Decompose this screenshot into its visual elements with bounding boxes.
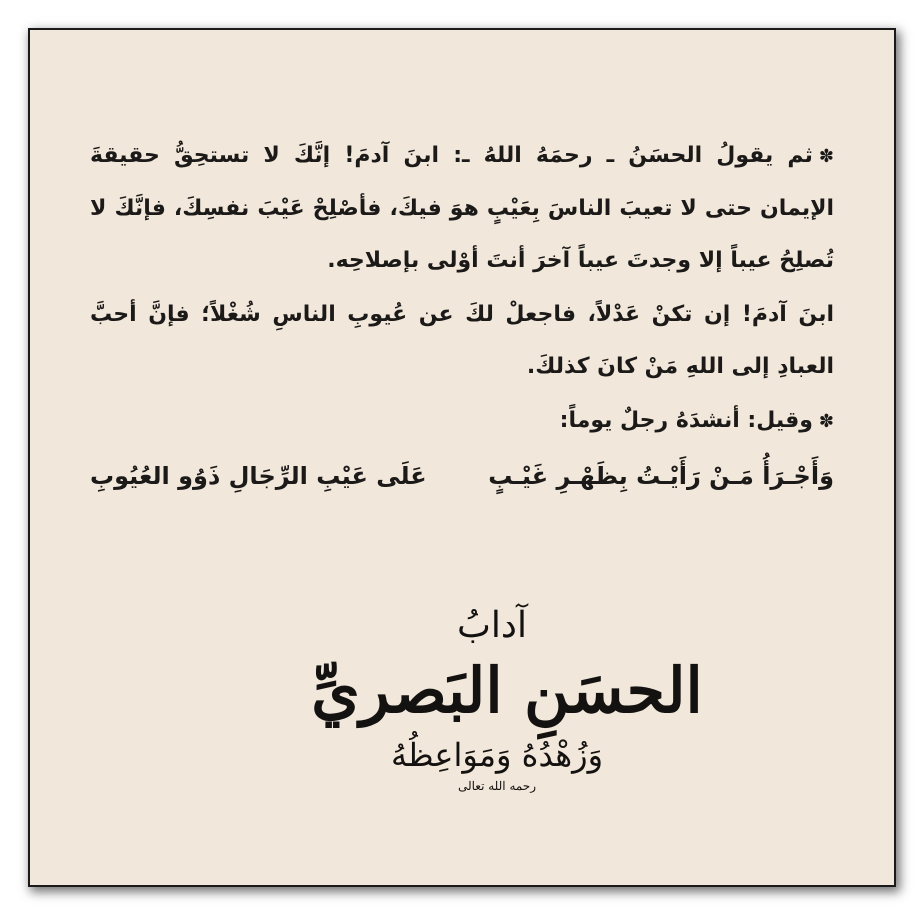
poem-verse xyxy=(90,448,834,504)
verse-intro-text: وقيل: أنشدَهُ رجلٌ يوماً: xyxy=(559,408,813,433)
book-title-logo xyxy=(30,602,894,794)
verse-intro xyxy=(90,395,834,448)
title-main: الحسَنِ البَصريِّ xyxy=(311,654,703,727)
star-icon: ✽ xyxy=(818,146,834,167)
page-frame xyxy=(30,30,894,885)
paragraph-1 xyxy=(90,130,834,287)
title-subtitle: وَزُهْدُهُ وَمَوَاعِظُهُ xyxy=(390,736,604,774)
title-top-word: آدابُ xyxy=(457,605,527,646)
verse-second-hemistich: عَلَى عَيْبِ الرِّجَالِ ذَوُو العُيُوبِ xyxy=(90,462,427,490)
paragraph-1-text: ثم يقولُ الحسَنُ ـ رحمَهُ اللهُ ـ: ابنَ آدمَ! إنَّكَ لا تستحِقُّ حقيقةَ الإيمان حتى لا تعيبَ الناسَ بِعَيْبٍ هوَ فيكَ، فأصْلِحْ عَيْبَ نفسِكَ، فإنَّكَ لا تُصلِحُ عيباً إلا وجدتَ عيباً آخرَ أنتَ أوْلى بإصلاحِه. xyxy=(90,143,834,273)
verse-first-hemistich: وَأَجْـرَأُ مَـنْ رَأَيْـتُ بِظَهْـرِ غَيْـبٍ xyxy=(488,462,834,490)
passage-text xyxy=(90,130,834,504)
title-small-caption: رحمه الله تعالى xyxy=(457,779,537,793)
star-icon: ✽ xyxy=(818,411,834,432)
paragraph-2: ابنَ آدمَ! إن تكنْ عَدْلاً، فاجعلْ لكَ عن عُيوبِ الناسِ شُغْلاً؛ فإنَّ أحبَّ العبادِ إلى اللهِ مَنْ كانَ كذلكَ. xyxy=(90,302,834,379)
